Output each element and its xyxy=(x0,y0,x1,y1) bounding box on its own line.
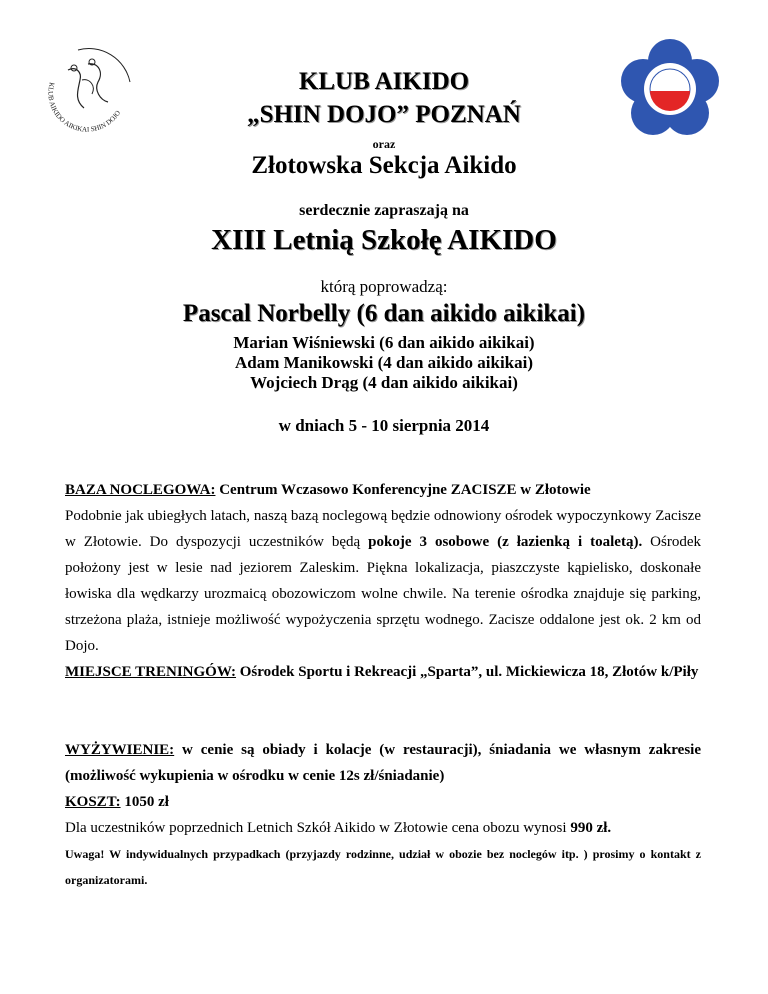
cost-value: 1050 zł xyxy=(120,794,169,810)
accommodation-heading xyxy=(65,477,701,503)
club-name-line1: KLUB AIKIDO xyxy=(298,68,470,95)
club-logo-text: KLUB AIKIDO AIKIKAI SHIN DOJO xyxy=(46,81,123,134)
instructor-item: Wojciech Drąg (4 dan aikido aikikai) xyxy=(250,373,518,392)
returning-price-paragraph xyxy=(65,815,701,841)
conjunction: oraz xyxy=(372,137,396,151)
cost-label: KOSZT: xyxy=(65,794,121,810)
returning-price-value: 990 zł. xyxy=(570,820,612,836)
accommodation-text-1: Podobnie jak ubiegłych latach, naszą bazą noclegową będzie odnowiony ośrodek wypoczynkowy Zacisze w Złotowie. Do dyspozycji uczestników będą xyxy=(65,508,701,550)
invite-line: serdecznie zapraszają na xyxy=(299,202,469,219)
section-name: Złotowska Sekcja Aikido xyxy=(251,152,517,179)
accommodation-venue: Centrum Wczasowo Konferencyjne ZACISZE w Złotowie xyxy=(215,482,591,498)
food-cost-section xyxy=(65,737,701,893)
event-title: XIII Letnią Szkołę AIKIDO xyxy=(211,224,557,256)
cost-paragraph xyxy=(65,789,701,815)
instructor-item: Marian Wiśniewski (6 dan aikido aikikai) xyxy=(233,333,535,352)
training-label: MIEJSCE TRENINGÓW: xyxy=(65,664,237,680)
event-dates: w dniach 5 - 10 sierpnia 2014 xyxy=(278,416,490,435)
instructor-item: Adam Manikowski (4 dan aikido aikikai) xyxy=(234,353,534,372)
food-text: w cenie są obiady i kolacje (w restauracji), śniadania we własnym zakresie (możliwość wykupienia w ośrodku w cenie 12s zł/śniadanie) xyxy=(65,742,701,784)
club-name xyxy=(0,65,768,134)
accommodation-section xyxy=(65,477,701,685)
training-paragraph xyxy=(65,659,701,685)
food-label: WYŻYWIENIE: xyxy=(65,742,175,758)
main-instructor: Pascal Norbelly (6 dan aikido aikikai) xyxy=(182,300,586,327)
club-name-line2: „SHIN DOJO” POZNAŃ xyxy=(247,101,521,128)
accommodation-description xyxy=(65,503,701,659)
accommodation-rooms: pokoje 3 osobowe (z łazienką i toaletą). xyxy=(368,534,643,550)
training-text: Ośrodek Sportu i Rekreacji „Sparta”, ul. Mickiewicza 18, Złotów k/Piły xyxy=(236,664,699,680)
returning-price-text: Dla uczestników poprzednich Letnich Szkół Aikido w Złotowie cena obozu wynosi xyxy=(65,820,571,836)
instructor-list xyxy=(0,333,768,393)
contact-note: Uwaga! W indywidualnych przypadkach (przyjazdy rodzinne, udział w obozie bez noclegów itp. ) prosimy o kontakt z organizatorami. xyxy=(65,847,701,887)
accommodation-label: BAZA NOCLEGOWA: xyxy=(65,482,216,498)
accommodation-text-2: Ośrodek położony jest w lesie nad jeziorem Zaleskim. Piękna lokalizacja, piaszczyste kąpielisko, doskonałe łowiska dla wędkarzy urozmaicą obozowiczom wolne chwile. Na terenie ośrodka znajduje się parking, strzeżona plaża, istnieje możliwość wypożyczenia sprzętu wodnego. Zacisze oddalone jest ok. 2 km od Dojo. xyxy=(65,534,701,654)
food-paragraph xyxy=(65,737,701,789)
led-by-line: którą poprowadzą: xyxy=(320,277,448,296)
